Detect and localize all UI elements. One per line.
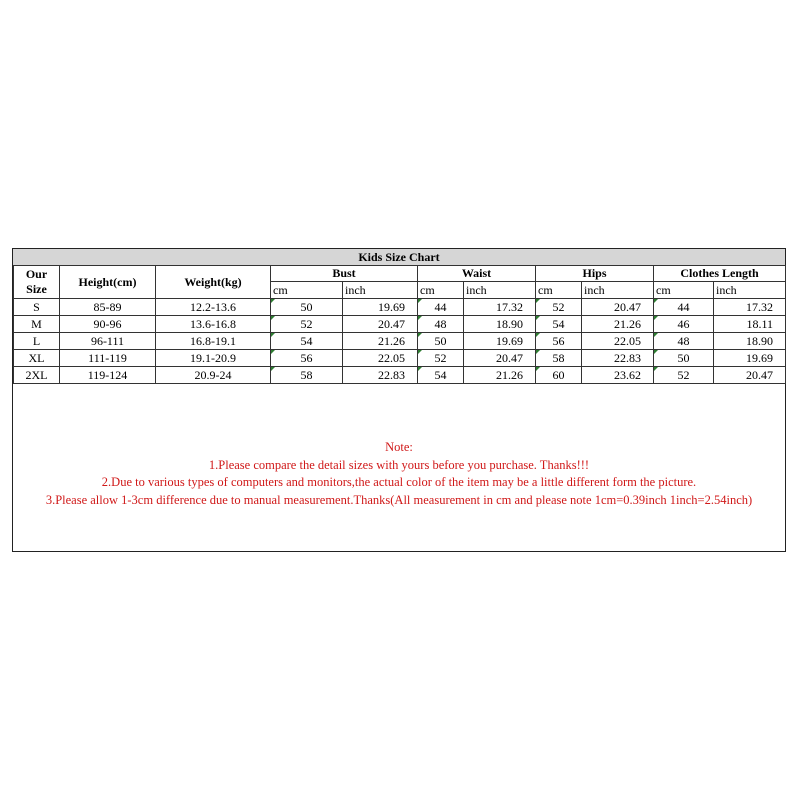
size-cell: 2XL [14,367,60,384]
note-line-1: 1.Please compare the detail sizes with yours before you purchase. Thanks!!! [208,457,590,472]
weight-cell: 19.1-20.9 [156,350,271,367]
unit-bust-cm: cm [271,282,343,299]
size-cell: M [14,316,60,333]
bust-cm-cell: 58 [271,367,343,384]
waist-inch-cell: 19.69 [464,333,536,350]
header-size [14,266,60,299]
size-table [13,265,786,384]
length-cm-cell: 46 [654,316,714,333]
length-cm-cell: 50 [654,350,714,367]
bust-cm-cell: 50 [271,299,343,316]
bust-inch-cell: 21.26 [343,333,418,350]
bust-inch-cell: 22.83 [343,367,418,384]
header-weight: Weight(kg) [156,266,271,299]
waist-cm-cell: 50 [418,333,464,350]
header-bust: Bust [271,266,418,282]
unit-bust-inch: inch [343,282,418,299]
unit-waist-cm: cm [418,282,464,299]
hips-inch-cell: 22.05 [582,333,654,350]
bust-inch-cell: 19.69 [343,299,418,316]
waist-inch-cell: 21.26 [464,367,536,384]
unit-length-inch: inch [714,282,786,299]
unit-hips-inch: inch [582,282,654,299]
hips-inch-cell: 22.83 [582,350,654,367]
height-cell: 111-119 [60,350,156,367]
bust-inch-cell: 20.47 [343,316,418,333]
waist-inch-cell: 18.90 [464,316,536,333]
waist-inch-cell: 17.32 [464,299,536,316]
hips-cm-cell: 54 [536,316,582,333]
height-cell: 96-111 [60,333,156,350]
waist-cm-cell: 48 [418,316,464,333]
size-cell: S [14,299,60,316]
table-row [14,333,786,350]
height-cell: 85-89 [60,299,156,316]
header-hips: Hips [536,266,654,282]
notes-block [13,439,785,509]
unit-hips-cm: cm [536,282,582,299]
hips-cm-cell: 56 [536,333,582,350]
weight-cell: 13.6-16.8 [156,316,271,333]
bust-inch-cell: 22.05 [343,350,418,367]
weight-cell: 20.9-24 [156,367,271,384]
weight-cell: 16.8-19.1 [156,333,271,350]
header-size-line1: Our [25,267,48,281]
size-cell: XL [14,350,60,367]
table-row [14,367,786,384]
chart-title: Kids Size Chart [13,249,785,266]
height-cell: 119-124 [60,367,156,384]
waist-inch-cell: 20.47 [464,350,536,367]
header-row [14,266,786,282]
table-row [14,316,786,333]
unit-length-cm: cm [654,282,714,299]
unit-waist-inch: inch [464,282,536,299]
bust-cm-cell: 52 [271,316,343,333]
hips-cm-cell: 58 [536,350,582,367]
hips-inch-cell: 23.62 [582,367,654,384]
hips-cm-cell: 52 [536,299,582,316]
length-inch-cell: 20.47 [714,367,786,384]
bust-cm-cell: 56 [271,350,343,367]
hips-inch-cell: 21.26 [582,316,654,333]
hips-cm-cell: 60 [536,367,582,384]
length-cm-cell: 52 [654,367,714,384]
length-inch-cell: 18.11 [714,316,786,333]
header-size-line2: Size [26,282,47,296]
size-chart [12,248,786,552]
length-cm-cell: 48 [654,333,714,350]
header-height: Height(cm) [60,266,156,299]
waist-cm-cell: 52 [418,350,464,367]
height-cell: 90-96 [60,316,156,333]
length-inch-cell: 18.90 [714,333,786,350]
table-row [14,350,786,367]
length-inch-cell: 19.69 [714,350,786,367]
weight-cell: 12.2-13.6 [156,299,271,316]
length-cm-cell: 44 [654,299,714,316]
header-clothes-length: Clothes Length [654,266,786,282]
header-waist: Waist [418,266,536,282]
bust-cm-cell: 54 [271,333,343,350]
size-cell: L [14,333,60,350]
waist-cm-cell: 54 [418,367,464,384]
length-inch-cell: 17.32 [714,299,786,316]
note-line-2: 2.Due to various types of computers and monitors,the actual color of the item may be a little different form the picture. [101,475,697,489]
waist-cm-cell: 44 [418,299,464,316]
note-heading: Note: [385,440,413,454]
hips-inch-cell: 20.47 [582,299,654,316]
note-line-3: 3.Please allow 1-3cm difference due to manual measurement.Thanks(All measurement in cm and please note 1cm=0.39inch 1inch=2.54inch) [45,492,753,507]
table-row [14,299,786,316]
